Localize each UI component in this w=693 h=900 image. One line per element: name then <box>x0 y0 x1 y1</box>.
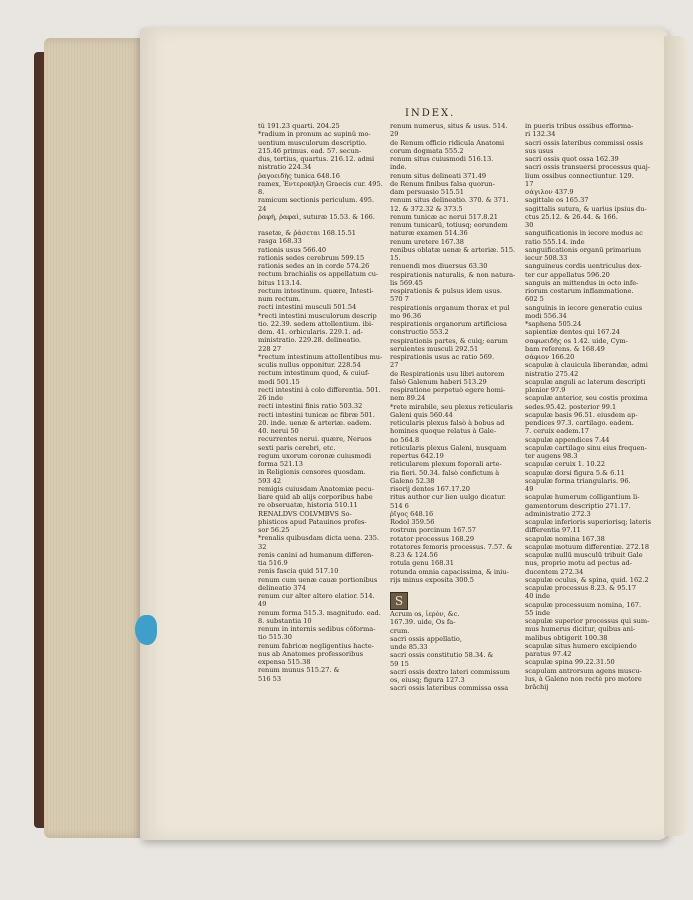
index-entry: num rectum. <box>258 295 301 303</box>
index-entry: σάγιλον 437.9 <box>525 188 574 196</box>
index-entry: σαφωειδὴς os 1.42. uide, Cym- <box>525 336 628 345</box>
index-entry: Rodol 359.56 <box>390 518 435 526</box>
index-entry: sexti paris cerebri, etc. <box>258 443 336 452</box>
index-entry: 26 inde <box>258 394 283 402</box>
index-entry: falsò Galenum haberi 513.29 <box>390 377 487 386</box>
index-entry: ter augens 98.3 <box>525 452 578 460</box>
index-entry: de Renum officio ridicula Anatomi <box>390 138 505 147</box>
index-entry: recti intestini à colo differentia. 501. <box>258 385 381 394</box>
index-entry: scapulæ inferioris superiorisq; lateris <box>525 518 651 526</box>
index-entry: renibus oblatæ uenæ & arteriæ. 515. <box>390 245 516 254</box>
index-entry: renum in internis sedibus cōforma- <box>258 625 376 633</box>
index-entry: rationis sedes an in corde 574.26 <box>258 262 370 270</box>
index-entry: Acrum os, ἱερὸν, &c. <box>390 610 460 618</box>
index-entry: 49 <box>258 600 267 609</box>
index-entry: dem. 41. orbicularis. 229.1. ad- <box>258 328 363 336</box>
page-edges <box>44 38 144 838</box>
index-entry: rotunda omnia capacissima, & iniu- <box>390 567 509 576</box>
index-entry: ria fieri. 50.34. falsò confictum à <box>390 468 500 477</box>
index-entry: scapulæ spina 99.22.31.50 <box>525 658 615 667</box>
index-entry: forma 521.13 <box>258 460 303 468</box>
index-entry: recurrentes nerui. quære, Neruos <box>258 435 372 444</box>
index-entry: repertus 642.19 <box>390 452 444 460</box>
index-entry: lium ossibus connectiuntur. 129. <box>525 171 634 180</box>
index-entry: scapulæ humerum colligantium li- <box>525 493 640 502</box>
index-entry: respirationis partes, & cuiq; earum <box>390 336 508 345</box>
index-entry: 49 <box>525 485 534 493</box>
index-entry: renum cum uenæ cauæ portionibus <box>258 575 378 584</box>
index-entry: sapientiæ dentes qui 167.24 <box>525 328 620 337</box>
index-entry: sanguinis in iecore generatio cuius <box>525 303 643 312</box>
index-entry: 12. & 372.32 & 373.5 <box>390 204 463 213</box>
index-entry: rotator processus 168.29 <box>390 534 475 543</box>
index-entry: 20. inde. uenæ & arteriæ. eadem. <box>258 418 372 427</box>
index-entry: risorij dentes 167.17.20 <box>390 485 470 493</box>
index-entry: scapulæ nomina 167.38 <box>525 534 605 543</box>
index-entry: renis canini ad humanum differen- <box>258 550 374 559</box>
index-entry: 8. <box>258 188 265 196</box>
page-header: INDEX. <box>405 108 456 119</box>
index-entry: 516 53 <box>258 674 282 683</box>
index-entry: recti intestini musculi 501.54 <box>258 303 357 312</box>
index-entry: re obseruatæ, historia 510.11 <box>258 501 358 510</box>
index-entry: in Religionis censores quosdam. <box>258 468 366 477</box>
index-entry: 602 5 <box>525 295 544 304</box>
index-entry: renum tunicarū, totiusq; eorundem <box>390 221 508 229</box>
index-entry: tŭ 191.23 quarti. 204.25 <box>258 122 340 130</box>
index-entry: administratio 272.3 <box>525 509 591 518</box>
index-entry: 514 6 <box>390 501 409 510</box>
index-entry: ratio 555.14. inde <box>525 237 585 246</box>
index-entry: ducentem 272.34 <box>525 567 584 576</box>
index-entry: 40 inde <box>525 592 550 601</box>
decorated-initial: S <box>390 592 408 610</box>
index-entry: 15. <box>390 254 401 262</box>
index-entry <box>390 592 518 610</box>
index-entry: mo 96.36 <box>390 311 422 320</box>
index-entry: sacri ossis dextro lateri commissum <box>390 667 510 676</box>
index-entry: rectum intestinum quod, & cuiuf- <box>258 369 370 378</box>
index-entry: ramex, Ἐντεροκήλη Graecis cur. 495. <box>258 179 383 188</box>
index-entry: scapulæ forma triangularis. 96. <box>525 476 631 485</box>
index-entry: rijs minus exposita 300.5 <box>390 575 474 584</box>
index-entry <box>390 584 518 592</box>
index-entry: de Renum finibus falsa quorun- <box>390 179 495 188</box>
index-entry: nem 89.24 <box>390 394 426 403</box>
index-entry: *recti intestini musculorum descrip <box>258 311 377 320</box>
index-entry: 55 inde <box>525 608 550 617</box>
index-entry: sacri ossis quot ossa 162.39 <box>525 155 619 163</box>
index-entry: tio 515.30 <box>258 633 292 642</box>
index-entry: gamentorum descriptio 271.17. <box>525 501 631 510</box>
index-entry: 8.23 & 124.56 <box>390 551 438 559</box>
index-entry: 215.46 primus. ead. 57. secun- <box>258 146 362 155</box>
index-entry: rationis usus 566.40 <box>258 245 327 254</box>
index-entry: sacri ossis constitutio 58.34. & <box>390 651 494 660</box>
index-entry: lis 569.45 <box>390 278 423 287</box>
index-entry: 29 <box>390 130 399 139</box>
index-entry: reticularem plexum foporali arte- <box>390 460 502 469</box>
index-entry: seruientes musculi 292.51 <box>390 344 479 353</box>
index-entry: sus usus <box>525 146 554 155</box>
index-entry: regum uxorum coronæ cuiusmodi <box>258 451 372 460</box>
index-entry: rotatores femoris processus. 7.57. & <box>390 542 513 551</box>
index-entry: pendices 97.3. cartilago. eadem. <box>525 419 634 427</box>
index-entry: bam referens. & 168.49 <box>525 344 605 353</box>
index-entry: ri 132.34 <box>525 130 556 139</box>
index-entry: rasetæ, & ῥάσεται 168.15.51 <box>258 229 356 237</box>
index-entry: scapulæ anterior, seu costis proxima <box>525 394 648 403</box>
index-entry <box>258 221 386 229</box>
index-entry: ritus author cur lien uulgo dicatur. <box>390 493 506 502</box>
index-entry: unde 85.33 <box>390 643 428 651</box>
index-entry: riorum costarum inflammatione. <box>525 287 634 295</box>
index-entry: renum situs delineatio. 370. & 371. <box>390 196 509 205</box>
index-entry: ῥῖγος 648.16 <box>390 509 434 518</box>
index-entry: reticularis plexus Galeni, nusquam <box>390 443 507 452</box>
blue-bookmark-tab <box>135 615 157 645</box>
index-entry: RENALDVS COLVMBVS So- <box>258 509 352 518</box>
index-entry: scapulæ motuum differentiæ. 272.18 <box>525 542 650 551</box>
index-entry: 27 <box>390 361 399 370</box>
index-entry: sanguificationis organū primarium <box>525 245 642 254</box>
index-entry: respirationis organorum artificiosa <box>390 320 507 328</box>
index-entry: *radium in pronum ac supinŭ mo- <box>258 130 371 139</box>
index-entry: no 564.8 <box>390 435 420 444</box>
index-entry: scapulæ anguli ac laterum descripti <box>525 377 646 386</box>
index-entry: renum munus 515.27. & <box>258 666 340 675</box>
index-entry: homines quoque relatus à Gale- <box>390 427 497 436</box>
index-entry: 32 <box>258 542 267 551</box>
index-entry: constructio 553.2 <box>390 328 449 337</box>
index-entry: 24 <box>258 204 267 213</box>
index-entry: ῥαφὴ, ῥαφαὶ, suturæ 15.53. & 166. <box>258 212 375 221</box>
index-entry: expensa 515.38 <box>258 658 311 666</box>
index-entry: 17 <box>525 179 534 188</box>
index-entry: rotula genu 168.31 <box>390 559 454 568</box>
index-entry: plenior 97.9 <box>525 386 566 394</box>
index-entry: nus ab Anatomes professoribus <box>258 649 363 658</box>
index-entry: renum cur alter altero elatior. 514. <box>258 592 375 600</box>
index-entry: respirationis organum thorax et pul <box>390 303 510 312</box>
index-entry: 30 <box>525 221 534 229</box>
index-entry: sagittale os 165.37 <box>525 196 589 205</box>
index-entry: modi 501.15 <box>258 377 300 386</box>
index-entry: tio. 22.39. sedem attollentium. ibi- <box>258 319 374 328</box>
index-entry: respiratione perpetuò egere homi- <box>390 386 506 394</box>
index-entry: rostrum porcinum 167.57 <box>390 526 476 535</box>
index-entry: rectum brachialis os appellatum cu- <box>258 270 379 279</box>
index-entry: *saphena 505.24 <box>525 320 582 328</box>
index-entry: scapulæ oculus, & spina, quid. 162.2 <box>525 575 649 584</box>
index-entry: scapulæ à clauicula liberandæ, admi <box>525 361 648 370</box>
index-column-2 <box>390 122 518 693</box>
index-entry: 593 42 <box>258 476 282 485</box>
index-entry: ter cur appellatus 596.20 <box>525 270 610 279</box>
index-entry: rectum intestinum. quære, Intesti- <box>258 286 374 295</box>
index-entry: nistratio 224.34 <box>258 163 312 172</box>
index-entry: recti intestini tunicæ ac fibræ 501. <box>258 410 375 419</box>
index-entry: sacri ossis lateribus commissa ossa <box>390 684 509 693</box>
index-entry: respirationis & pulsus idem usus. <box>390 287 503 295</box>
index-entry: 167.39. uide, Os fa- <box>390 618 456 627</box>
index-column-1 <box>258 122 386 683</box>
index-entry: sor 56.25 <box>258 526 290 534</box>
index-entry: in pueris tribus ossibus efforma- <box>525 122 634 130</box>
index-entry: 7. ceruix eadem.17 <box>525 427 589 436</box>
index-entry: renis fascia quid 517.10 <box>258 567 339 576</box>
index-entry: 570 7 <box>390 295 409 304</box>
index-entry: corum dogmata 555.2 <box>390 146 464 155</box>
index-entry: 40. nerui 50 <box>258 427 299 435</box>
index-entry: scapulæ basis 96.51. eiusdem ap- <box>525 410 638 419</box>
index-entry: *renalis quibusdam dicta uena. 235. <box>258 534 380 543</box>
index-entry: 59 15 <box>390 659 409 668</box>
index-entry: 228 27 <box>258 344 282 353</box>
index-entry: rasga 168.33 <box>258 237 302 246</box>
index-entry: delineatio 374 <box>258 583 306 592</box>
index-entry: scapulæ superior processus qui sum- <box>525 617 650 625</box>
index-entry: malibus obtigerit 100.38 <box>525 633 608 642</box>
index-entry: nistratio 275.42 <box>525 369 579 378</box>
index-entry: de Respirationis usu libri autorem <box>390 369 505 378</box>
index-entry: scapulæ nullū musculū tribuit Gale <box>525 551 643 559</box>
index-entry: mus humerus dicitur, quibus ani- <box>525 625 636 634</box>
index-entry: liare quid ab alijs corporibus habe <box>258 493 373 501</box>
index-entry: differentia 97.11 <box>525 526 581 535</box>
index-entry: recti intestini finis ratio 503.32 <box>258 402 363 411</box>
index-entry: respirationis usus ac ratio 569. <box>390 353 495 361</box>
index-entry: sculis nullus opponitur. 228.54 <box>258 361 361 369</box>
index-entry: sanguis an mittendus in octo infe- <box>525 278 639 287</box>
index-entry: tia 516.9 <box>258 559 288 567</box>
index-entry: crum. <box>390 626 410 635</box>
index-entry: sanguificationis in iecore modus ac <box>525 229 643 238</box>
index-entry: *rete mirabile, seu plexus reticularis <box>390 402 513 411</box>
index-entry: brāchij <box>525 683 549 691</box>
index-column-3 <box>525 122 660 691</box>
index-entry: scapulæ processus 8.23. & 95.17 <box>525 584 637 592</box>
next-page-edge <box>664 36 688 836</box>
index-entry: dus, tertius, quartus. 216.12. admi <box>258 155 375 163</box>
index-entry: scapulæ dorsi figura 5.& 6.11 <box>525 468 625 477</box>
index-entry: scapulæ processuum nomina, 167. <box>525 600 642 609</box>
index-entry: remigis cuiusdam Anatomiæ pecu- <box>258 484 374 493</box>
index-entry: uentium musculorum descriptio. <box>258 138 367 147</box>
index-entry: sedes.95.42. posterior 99.1 <box>525 402 617 411</box>
index-entry: renum fabricæ negligentius hacte- <box>258 641 374 650</box>
index-entry: iecur 508.33 <box>525 254 568 262</box>
index-entry: renum forma 515.3. magnitudo. ead. <box>258 608 381 617</box>
index-entry: *rectum intestinum attollentibus mu- <box>258 352 383 361</box>
index-entry: lus, à Galeno non rectè pro motore <box>525 674 642 683</box>
index-entry: respirationis naturalis, & non natura- <box>390 270 516 279</box>
index-entry: renum numerus, situs & usus. 514. <box>390 122 508 130</box>
index-entry: rationis sedes cerebrum 599.15 <box>258 253 365 262</box>
index-entry: renum situs cuiusmodi 516.13. <box>390 155 494 163</box>
index-entry: sacri ossis lateribus commissi ossis <box>525 138 643 147</box>
index-entry: ramicum sectionis periculum. 495. <box>258 196 375 205</box>
index-entry: Galeno 52.38 <box>390 476 435 485</box>
index-entry: Galeni quis 560.44 <box>390 410 453 419</box>
index-entry: naturæ examen 514.36 <box>390 229 468 238</box>
index-entry: sagittalis sutura, & uarius ipsius du- <box>525 204 647 213</box>
index-entry: sacri ossis appellatio, <box>390 634 462 643</box>
index-entry: dam persuasio 515.51 <box>390 188 464 196</box>
index-entry: renum uretere 167.38 <box>390 237 464 246</box>
index-entry: ῥαγοειδὴς tunica 648.16 <box>258 171 340 180</box>
index-entry: sanguineus cordis uentriculus dex- <box>525 262 642 271</box>
index-entry: reticularis plexus falsò à bobus ad <box>390 419 505 427</box>
index-entry: os, eiusq; figura 127.3 <box>390 676 465 684</box>
index-entry: renuendi mos diuersus 63.30 <box>390 262 488 271</box>
index-entry: inde. <box>390 163 407 172</box>
index-entry: scapulæ appendices 7.44 <box>525 435 610 444</box>
index-entry: renum tunicæ ac nerui 517.8.21 <box>390 212 498 221</box>
index-entry: ministratio. 229.28. delineatio. <box>258 336 362 345</box>
index-entry: paratus 97.42 <box>525 650 572 658</box>
index-entry: scapulam antrorsum agens muscu- <box>525 666 642 675</box>
index-entry: σάφιον 166.20 <box>525 353 575 361</box>
index-entry: bitus 113.14. <box>258 278 302 287</box>
index-entry: scapulæ situs humero excipiendo <box>525 641 637 650</box>
index-entry: ctus 25.12. & 26.44. & 166. <box>525 212 618 221</box>
index-entry: scapulæ cartilago sinu eius frequen- <box>525 443 647 452</box>
index-entry: modi 556.34 <box>525 311 567 320</box>
index-entry: sacri ossis transuersi processus quaj- <box>525 163 651 172</box>
index-entry: scapulæ ceruix 1. 10.22 <box>525 460 606 469</box>
index-entry: renum situs delineati 371.49 <box>390 171 487 180</box>
index-entry: nus, proprio motu ad pectus ad- <box>525 559 632 568</box>
index-entry: phisticos apud Patauinos profes- <box>258 517 367 526</box>
index-entry: 8. substantia 10 <box>258 616 312 625</box>
